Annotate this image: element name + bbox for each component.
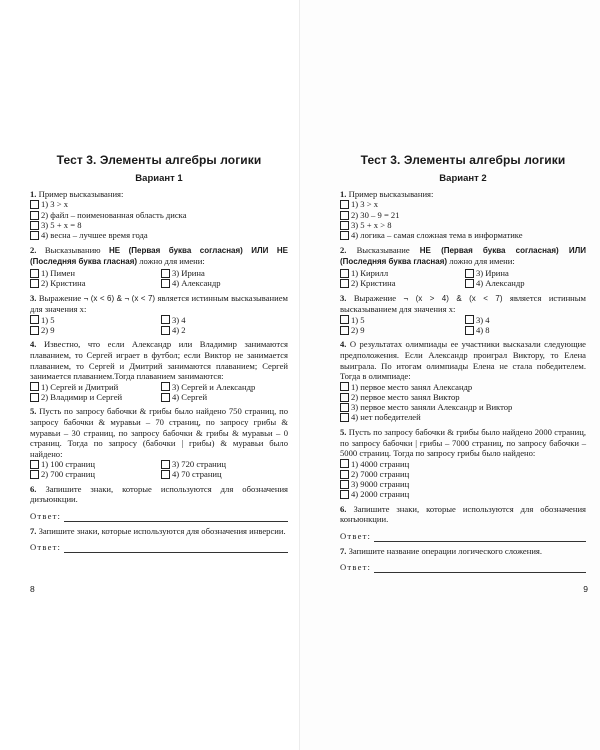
question-number: 2. <box>30 244 37 255</box>
option-2[interactable]: 2) 9 <box>30 325 157 335</box>
option-2[interactable]: 2) Кристина <box>30 278 157 288</box>
checkbox[interactable] <box>30 460 39 469</box>
question-2 <box>340 245 586 289</box>
checkbox[interactable] <box>30 231 39 240</box>
question-number: 3. <box>30 292 37 303</box>
logic-expression: НЕ (Первая буква согласная) ИЛИ НЕ (Последняя буква гласная) <box>30 245 289 267</box>
option-4[interactable]: 4) 70 страниц <box>161 470 288 480</box>
option-4[interactable]: 4) Сергей <box>161 392 288 402</box>
checkbox[interactable] <box>30 470 39 479</box>
option-3[interactable]: 3) 4 <box>465 315 586 325</box>
question-text: является истинным высказыванием для значения x: <box>340 292 586 315</box>
question-text: Выражение <box>38 292 84 303</box>
answer-field[interactable] <box>340 562 586 573</box>
checkbox[interactable] <box>340 470 349 479</box>
answer-label: Ответ: <box>340 562 372 573</box>
question-number: 1. <box>340 189 347 199</box>
question-number: 5. <box>30 406 37 417</box>
checkbox[interactable] <box>30 393 39 402</box>
checkbox[interactable] <box>30 382 39 391</box>
checkbox[interactable] <box>161 269 170 278</box>
question-7 <box>30 526 288 553</box>
checkbox[interactable] <box>161 393 170 402</box>
checkbox[interactable] <box>30 279 39 288</box>
logic-expression: ¬ (x < 6) & ¬ (x < 7) <box>83 293 156 303</box>
option-1[interactable]: 1) 4000 страниц <box>340 459 586 469</box>
question-number: 6. <box>340 503 347 514</box>
logic-expression: ¬ (x > 4) & (x < 7) <box>403 293 503 303</box>
option-2[interactable]: 2) первое место занял Виктор <box>340 392 586 402</box>
checkbox[interactable] <box>465 279 474 288</box>
answer-field[interactable] <box>340 531 586 542</box>
option-1[interactable]: 1) 3 > x <box>340 200 586 210</box>
option-1[interactable]: 1) 100 страниц <box>30 459 157 469</box>
option-2[interactable]: 2) Кристина <box>340 278 461 288</box>
page-number: 8 <box>30 584 35 594</box>
option-2[interactable]: 2) 9 <box>340 325 461 335</box>
checkbox[interactable] <box>340 269 349 278</box>
question-text: Запишите знаки, которые используются для обозначения инверсии. <box>38 525 286 536</box>
question-1 <box>340 189 586 241</box>
checkbox[interactable] <box>465 315 474 324</box>
checkbox[interactable] <box>161 382 170 391</box>
answer-field[interactable] <box>30 542 288 553</box>
option-4[interactable]: 4) Александр <box>161 278 288 288</box>
question-1 <box>30 189 288 241</box>
checkbox[interactable] <box>340 326 349 335</box>
option-3[interactable]: 3) 720 страниц <box>161 459 288 469</box>
checkbox[interactable] <box>340 480 349 489</box>
checkbox[interactable] <box>340 279 349 288</box>
question-number: 6. <box>30 483 37 494</box>
variant-title: Вариант 2 <box>439 173 487 184</box>
question-2 <box>30 245 288 289</box>
page-number: 9 <box>583 584 588 594</box>
answer-label: Ответ: <box>30 542 62 553</box>
question-text: Высказывание <box>356 244 420 255</box>
checkbox[interactable] <box>340 393 349 402</box>
question-text: Пример высказывания: <box>38 189 124 199</box>
option-3[interactable]: 3) 5 + x > 8 <box>340 220 586 230</box>
option-4[interactable]: 4) нет победителей <box>340 413 586 423</box>
checkbox[interactable] <box>161 315 170 324</box>
option-3[interactable]: 3) Ирина <box>465 268 586 278</box>
answer-line[interactable] <box>64 544 288 553</box>
question-number: 4. <box>340 339 347 350</box>
checkbox[interactable] <box>30 221 39 230</box>
answer-line[interactable] <box>374 564 586 573</box>
question-text: О результатах олимпиады ее участники высказали следующие предположения. Если Александр проиграл Виктору, то Елена выиграла. По итогам олимпиады Елена не стала победителем. Тогда в олимпиаде: <box>340 339 586 382</box>
option-2[interactable]: 2) 30 – 9 = 21 <box>340 210 586 220</box>
checkbox[interactable] <box>30 211 39 220</box>
checkbox[interactable] <box>161 470 170 479</box>
checkbox[interactable] <box>340 221 349 230</box>
checkbox[interactable] <box>161 326 170 335</box>
variant-title: Вариант 1 <box>135 173 183 184</box>
question-6 <box>340 504 586 542</box>
question-5 <box>30 406 288 480</box>
option-4[interactable]: 4) 2000 страниц <box>340 490 586 500</box>
question-3 <box>340 293 586 336</box>
question-text: Высказыванию <box>44 244 109 255</box>
option-1[interactable]: 1) 3 > x <box>30 200 288 210</box>
option-1[interactable]: 1) Сергей и Дмитрий <box>30 382 157 392</box>
answer-label: Ответ: <box>30 511 62 522</box>
option-4[interactable]: 4) 8 <box>465 325 586 335</box>
option-1[interactable]: 1) Пимен <box>30 268 157 278</box>
question-text: Запишите знаки, которые используются для обозначения конъюнкции. <box>340 503 586 525</box>
checkbox[interactable] <box>465 326 474 335</box>
question-7 <box>340 546 586 573</box>
checkbox[interactable] <box>340 490 349 499</box>
checkbox[interactable] <box>340 231 349 240</box>
checkbox[interactable] <box>161 279 170 288</box>
option-2[interactable]: 2) 700 страниц <box>30 470 157 480</box>
question-4 <box>340 339 586 423</box>
question-text: ложно для имени: <box>447 256 515 267</box>
option-3[interactable]: 3) 4 <box>161 315 288 325</box>
checkbox[interactable] <box>30 315 39 324</box>
answer-line[interactable] <box>64 513 288 522</box>
question-text: Пусть по запросу бабочки & грибы было найдено 750 страниц, по запросу бабочки & муравьи – 70 страниц, по запросу грибы & муравьи – 30 страниц, по запросу бабочки & грибы & муравьи – 0 страниц. Тогда по запросу (бабочки | грибы) & муравьи было найдено: <box>30 406 288 459</box>
page-title: Тест 3. Элементы алгебры логики <box>360 153 566 167</box>
option-4[interactable]: 4) логика – самая сложная тема в информатике <box>340 230 586 240</box>
checkbox[interactable] <box>30 326 39 335</box>
option-4[interactable]: 4) 2 <box>161 325 288 335</box>
option-1[interactable]: 1) Кирилл <box>340 268 461 278</box>
question-3 <box>30 293 288 336</box>
checkbox[interactable] <box>465 269 474 278</box>
question-text: Запишите знаки, которые используются для обозначения дизъюнкции. <box>30 483 288 505</box>
question-5 <box>340 427 586 500</box>
question-text: Запишите название операции логического сложения. <box>348 545 543 556</box>
question-6 <box>30 484 288 522</box>
option-3[interactable]: 3) 5 + x = 8 <box>30 220 288 230</box>
question-number: 3. <box>340 292 347 303</box>
option-3[interactable]: 3) 9000 страниц <box>340 479 586 489</box>
question-number: 2. <box>340 244 347 255</box>
option-3[interactable]: 3) первое место заняли Александр и Виктор <box>340 402 586 412</box>
logic-expression: НЕ (Первая буква согласная) ИЛИ (Последняя буква гласная) <box>340 245 586 267</box>
answer-field[interactable] <box>30 511 288 522</box>
checkbox[interactable] <box>30 269 39 278</box>
option-2[interactable]: 2) Владимир и Сергей <box>30 392 157 402</box>
checkbox[interactable] <box>30 200 39 209</box>
question-text: Пусть по запросу бабочки & грибы было найдено 2000 страниц, по запросу бабочки | грибы – 7000 страниц, по запросу бабочки – 5000 страниц. Тогда по запросу грибы было найдено: <box>340 426 586 459</box>
answer-label: Ответ: <box>340 531 372 542</box>
option-3[interactable]: 3) Сергей и Александр <box>161 382 288 392</box>
question-text: Пример высказывания: <box>348 189 434 199</box>
option-1[interactable]: 1) первое место занял Александр <box>340 382 586 392</box>
question-number: 4. <box>30 339 37 350</box>
option-4[interactable]: 4) весна – лучшее время года <box>30 230 288 240</box>
option-3[interactable]: 3) Ирина <box>161 268 288 278</box>
question-text: является истинным высказыванием для значения x: <box>30 292 288 315</box>
question-number: 7. <box>340 545 347 556</box>
checkbox[interactable] <box>340 382 349 391</box>
checkbox[interactable] <box>340 315 349 324</box>
option-1[interactable]: 1) 5 <box>30 315 157 325</box>
checkbox[interactable] <box>340 413 349 422</box>
question-number: 7. <box>30 525 37 536</box>
question-number: 5. <box>340 426 347 437</box>
checkbox[interactable] <box>340 200 349 209</box>
option-2[interactable]: 2) файл – поименованная область диска <box>30 210 288 220</box>
answer-line[interactable] <box>374 533 586 542</box>
option-2[interactable]: 2) 7000 страниц <box>340 469 586 479</box>
question-text: Известно, что если Александр или Владимир занимаются плаванием, то Сергей играет в футбол; если Виктор не занимается плаванием, то Сергей и Дмитрий занимаются плаванием; Сергей занимается плаванием.Тогда плаванием занимаются: <box>30 339 288 382</box>
checkbox[interactable] <box>340 403 349 412</box>
option-4[interactable]: 4) Александр <box>465 278 586 288</box>
question-4 <box>30 339 288 402</box>
checkbox[interactable] <box>161 460 170 469</box>
question-text: Выражение <box>353 292 404 303</box>
checkbox[interactable] <box>340 459 349 468</box>
checkbox[interactable] <box>340 211 349 220</box>
page-right <box>300 0 600 750</box>
question-text: ложно для имени: <box>137 256 205 267</box>
question-number: 1. <box>30 189 37 199</box>
option-1[interactable]: 1) 5 <box>340 315 461 325</box>
page-title: Тест 3. Элементы алгебры логики <box>56 153 262 167</box>
